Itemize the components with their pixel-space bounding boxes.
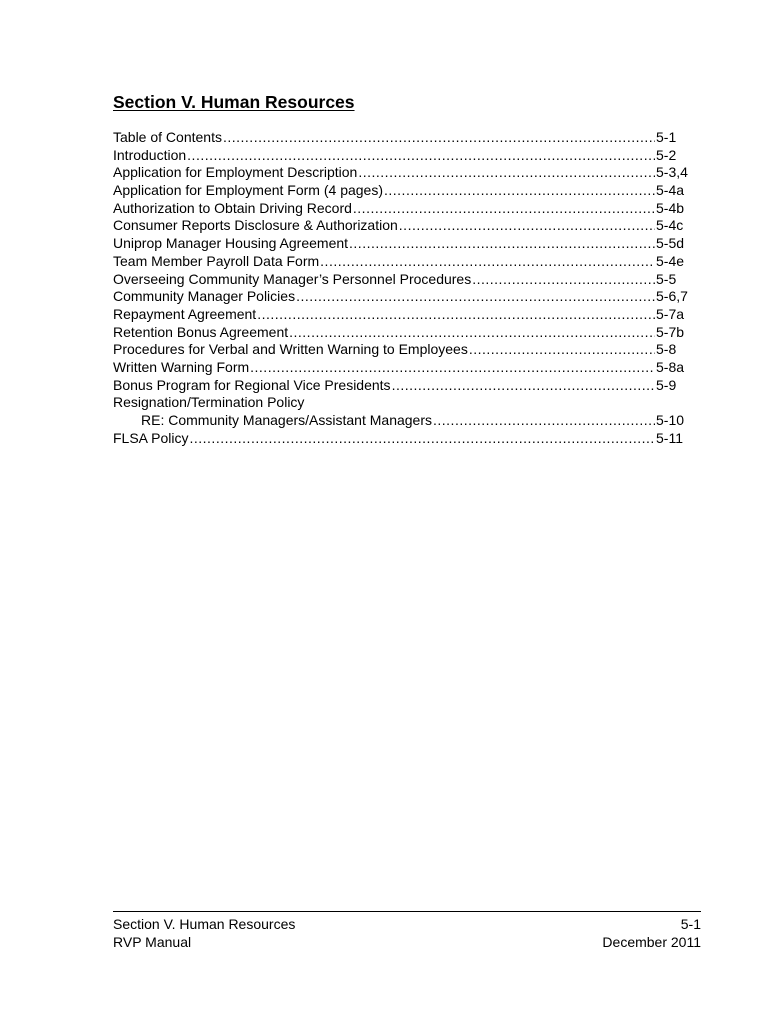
toc-entry-label: Team Member Payroll Data Form [113, 252, 320, 269]
toc-entry-page: 5-4b [656, 199, 685, 216]
toc-entry-label: Consumer Reports Disclosure & Authorization [113, 217, 398, 234]
toc-leader-dots [469, 341, 655, 359]
toc-entry-page: 5-5 [656, 270, 677, 287]
toc-entry [113, 182, 690, 200]
toc-entry-page: 5-4a [656, 182, 685, 199]
toc-entry-label: Authorization to Obtain Driving Record [113, 199, 352, 216]
toc-leader-dots [257, 306, 655, 324]
toc-entry [113, 200, 690, 218]
toc-entry-label: Repayment Agreement [113, 305, 257, 322]
toc-entry-page: 5-5d [656, 235, 685, 252]
toc-leader-dots [189, 430, 655, 448]
toc-entry-page: 5-8a [656, 358, 685, 375]
footer-date: December 2011 [602, 934, 701, 950]
toc-entry [113, 253, 690, 271]
toc-entry [113, 412, 690, 430]
table-of-contents [113, 129, 690, 447]
toc-leader-dots [320, 253, 655, 271]
section-title: Section V. Human Resources [113, 92, 355, 112]
toc-entry-label: Bonus Program for Regional Vice Presidents [113, 376, 391, 393]
toc-leader-dots [399, 217, 655, 235]
toc-leader-dots [384, 182, 655, 200]
toc-entry-page: 5-1 [656, 129, 677, 145]
toc-entry-label: Community Manager Policies [113, 288, 296, 305]
toc-entry-label: Resignation/Termination Policy [113, 394, 305, 411]
toc-leader-dots [223, 129, 655, 147]
toc-entry [113, 341, 690, 359]
toc-entry [113, 164, 690, 182]
toc-entry-page: 5-4e [656, 252, 685, 269]
footer-page-number: 5-1 [680, 916, 701, 932]
toc-entry [113, 377, 690, 395]
toc-leader-dots [433, 412, 655, 430]
toc-entry-page: 5-7b [656, 323, 685, 340]
toc-entry [113, 129, 690, 147]
toc-leader-dots [349, 235, 655, 253]
toc-entry-label: RE: Community Managers/Assistant Managers [141, 412, 432, 428]
toc-entry-label: Application for Employment Form (4 pages) [113, 182, 383, 199]
toc-entry-page: 5-11 [656, 429, 683, 446]
toc-entry-label: Introduction [113, 146, 187, 163]
toc-entry-page: 5-7a [656, 305, 685, 322]
toc-entry [113, 430, 690, 448]
toc-entry [113, 288, 690, 306]
toc-entry-label: Written Warning Form [113, 358, 250, 375]
toc-entry-page: 5-4c [656, 217, 684, 234]
toc-entry-label: Retention Bonus Agreement [113, 323, 289, 340]
toc-entry [113, 235, 690, 253]
toc-leader-dots [472, 271, 655, 289]
footer-row [113, 915, 701, 933]
toc-entry-label: FLSA Policy [113, 429, 189, 446]
toc-entry [113, 271, 690, 289]
toc-entry-page: 5-10 [656, 412, 685, 428]
toc-entry-page: 5-8 [656, 341, 677, 358]
toc-leader-dots [392, 377, 655, 395]
toc-leader-dots [296, 288, 655, 306]
toc-entry-heading [113, 394, 690, 412]
footer-manual-name: RVP Manual [113, 934, 192, 950]
toc-entry-page: 5-3,4 [656, 164, 688, 181]
toc-entry [113, 306, 690, 324]
footer-section-title: Section V. Human Resources [113, 916, 296, 932]
toc-entry [113, 217, 690, 235]
toc-entry-page: 5-6,7 [656, 288, 688, 305]
toc-entry-label: Overseeing Community Manager’s Personnel Procedures [113, 270, 472, 287]
toc-entry-label: Uniprop Manager Housing Agreement [113, 235, 349, 252]
toc-entry-page: 5-9 [656, 376, 677, 393]
toc-leader-dots [187, 147, 655, 165]
toc-entry [113, 147, 690, 165]
toc-leader-dots [250, 359, 655, 377]
toc-leader-dots [353, 200, 655, 218]
toc-entry-label: Table of Contents [113, 129, 222, 145]
toc-entry [113, 359, 690, 377]
toc-entry [113, 324, 690, 342]
toc-leader-dots [358, 164, 655, 182]
toc-entry-page: 5-2 [656, 146, 677, 163]
toc-entry-label: Procedures for Verbal and Written Warning to Employees [113, 341, 468, 358]
footer-row [113, 933, 701, 951]
toc-entry-label: Application for Employment Description [113, 164, 358, 181]
page-footer [113, 911, 701, 951]
toc-leader-dots [289, 324, 655, 342]
